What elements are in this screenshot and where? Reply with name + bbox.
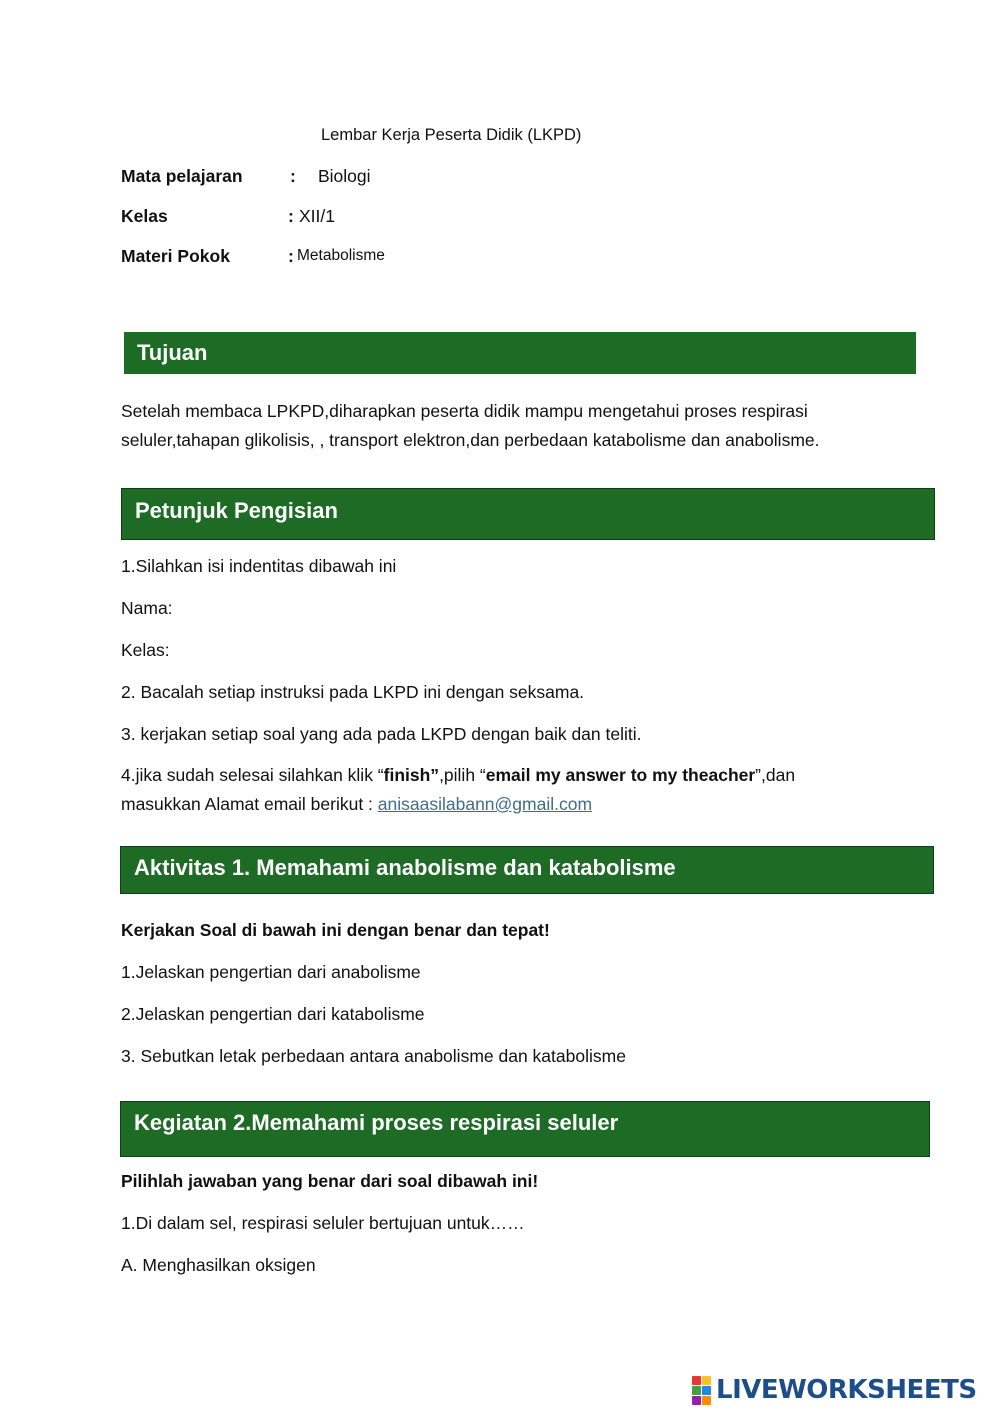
logo-square: [692, 1396, 701, 1405]
field-value-kelas: XII/1: [299, 206, 335, 226]
field-value-materi-pokok: Metabolisme: [297, 247, 385, 264]
field-value-mata-pelajaran: Biologi: [318, 166, 371, 186]
field-colon: :: [288, 246, 294, 266]
question-item: 1.Di dalam sel, respirasi seluler bertujuan untuk……: [121, 1213, 525, 1233]
section-header-tujuan: [124, 332, 916, 374]
instruction-text: ,pilih “: [439, 765, 486, 785]
liveworksheets-logo: [692, 1374, 977, 1406]
logo-text: LIVEWORKSHEETS: [716, 1375, 977, 1405]
tujuan-text: Setelah membaca LPKPD,diharapkan peserta didik mampu mengetahui proses respirasi seluler,tahapan glikolisis, , transport elektron,dan perbedaan katabolisme dan anabolisme.: [121, 401, 820, 450]
finish-keyword: finish”: [383, 765, 440, 785]
answer-option-a: A. Menghasilkan oksigen: [121, 1255, 316, 1275]
email-option-keyword: email my answer to my theacher: [485, 765, 756, 785]
section-header-aktivitas-1: [120, 846, 934, 894]
kelas-label: Kelas:: [121, 640, 170, 660]
instruction-text: masukkan Alamat email berikut :: [121, 794, 378, 814]
section-header-petunjuk: [121, 488, 935, 540]
nama-label: Nama:: [121, 598, 173, 618]
kegiatan-2-instruction: Pilihlah jawaban yang benar dari soal dibawah ini!: [121, 1171, 539, 1191]
instruction-text: 4.jika sudah selesai silahkan klik “: [121, 765, 384, 785]
section-header-title: Kegiatan 2.Memahami proses respirasi seluler: [134, 1110, 619, 1135]
logo-square: [692, 1386, 701, 1395]
instruction-item-1: 1.Silahkan isi indentitas dibawah ini: [121, 556, 397, 576]
field-label-kelas: Kelas: [121, 206, 168, 226]
instruction-text: ”,dan: [755, 765, 796, 785]
instruction-item-2: 2. Bacalah setiap instruksi pada LKPD ini dengan seksama.: [121, 682, 585, 702]
page-title: Lembar Kerja Peserta Didik (LKPD): [321, 126, 582, 144]
logo-square: [692, 1376, 701, 1385]
section-header-title: Tujuan: [137, 340, 208, 365]
section-header-title: Petunjuk Pengisian: [135, 498, 338, 523]
logo-square: [702, 1376, 711, 1385]
question-item: 3. Sebutkan letak perbedaan antara anabolisme dan katabolisme: [121, 1046, 626, 1066]
question-item: 2.Jelaskan pengertian dari katabolisme: [121, 1004, 425, 1024]
email-link[interactable]: anisaasilabann@gmail.com: [377, 794, 593, 814]
instruction-item-3: 3. kerjakan setiap soal yang ada pada LKPD dengan baik dan teliti.: [121, 724, 642, 744]
logo-square: [702, 1396, 711, 1405]
section-header-title: Aktivitas 1. Memahami anabolisme dan katabolisme: [134, 855, 676, 880]
field-label-mata-pelajaran: Mata pelajaran: [121, 166, 243, 186]
instruction-item-4: [121, 761, 921, 819]
field-colon: :: [288, 206, 294, 226]
section-header-kegiatan-2: [120, 1101, 930, 1157]
aktivitas-1-instruction: Kerjakan Soal di bawah ini dengan benar dan tepat!: [121, 920, 550, 940]
question-item: 1.Jelaskan pengertian dari anabolisme: [121, 962, 421, 982]
logo-square: [702, 1386, 711, 1395]
field-label-materi-pokok: Materi Pokok: [121, 246, 230, 266]
field-colon: :: [290, 166, 296, 186]
logo-icon: [692, 1376, 711, 1405]
